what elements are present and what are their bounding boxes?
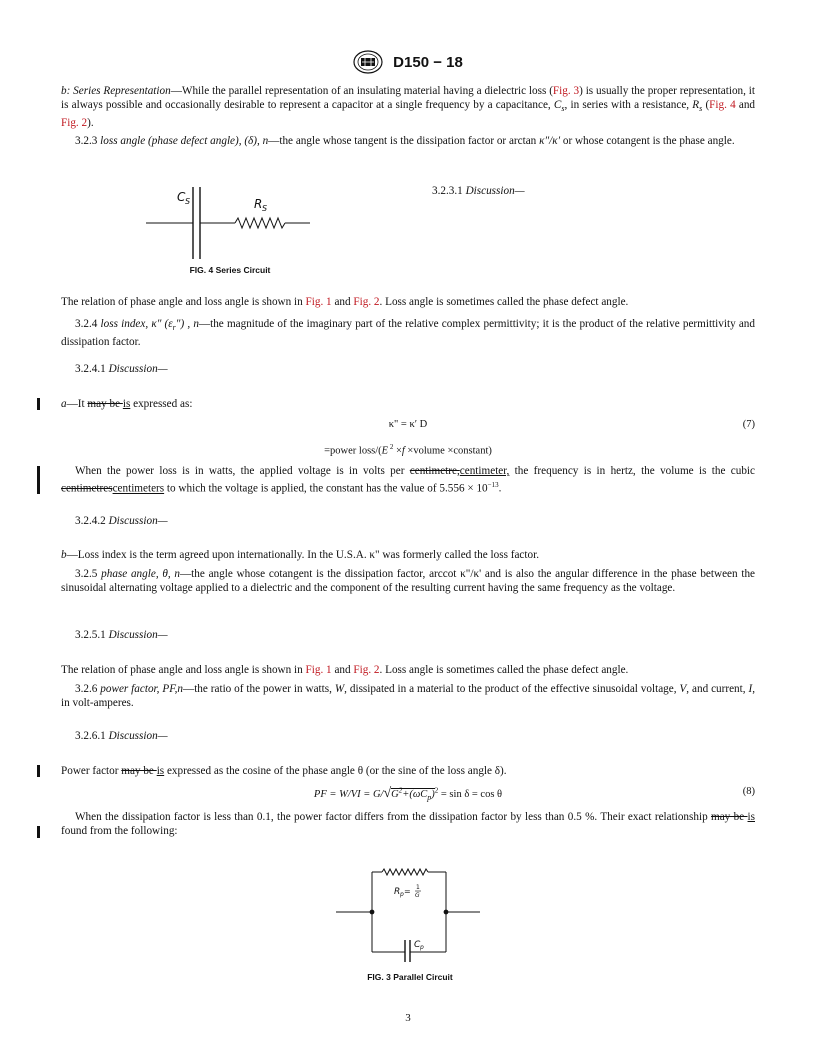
fig-3-parallel-circuit-diagram [330, 860, 490, 964]
definition-3-2-5: 3.2.5 phase angle, θ, n—the angle whose cotangent is the dissipation factor, arccot κ"/κ' and is also the angular difference in the phase between the sinusoidal alternating voltage applied to a dielectric and the component of the resulting current having the same frequency as the voltage. [61, 568, 756, 595]
discussion-3-2-6-1: 3.2.6.1 Discussion— [75, 730, 168, 742]
change-bar [37, 765, 40, 777]
resistor-rs-label: R [254, 197, 263, 211]
svg-text:p: p [400, 891, 404, 898]
capacitor-cp-label: C [414, 940, 421, 950]
link-fig-3[interactable]: Fig. 3 [552, 85, 580, 97]
paragraph-b-loss-index: b—Loss index is the term agreed upon internationally. In the U.S.A. κ" was formerly called the loss factor. [61, 549, 539, 561]
resistor-rp-label: R [394, 887, 401, 897]
paragraph-relation-2: The relation of phase angle and loss angle is shown in Fig. 1 and Fig. 2. Loss angle is sometimes called the phase defect angle. [61, 664, 629, 676]
fig-4-caption: FIG. 4 Series Circuit [189, 265, 271, 275]
equation-number-8: (8) [742, 786, 755, 797]
discussion-3-2-4-1: 3.2.4.1 Discussion— [75, 363, 168, 375]
discussion-3-2-5-1: 3.2.5.1 Discussion— [75, 629, 168, 641]
link-fig-1[interactable]: Fig. 1 [305, 296, 332, 308]
link-fig-4[interactable]: Fig. 4 [709, 99, 736, 112]
fig-4-series-circuit-diagram [140, 183, 320, 263]
paragraph-series-representation: b: Series Representation—While the parallel representation of an insulating material having a dielectric loss (Fig. 3) is usually the proper representation, it is always possible and occasionally desirable to represent a capacitor at a single frequency by a capacitance, $C_s$, in series with a resistance, $R_s$ (Fig. 4 and Fig. 2). [61, 85, 756, 130]
svg-text:G: G [415, 892, 420, 899]
paragraph-relation-1: The relation of phase angle and loss angle is shown in Fig. 1 and Fig. 2. Loss angle is sometimes called the phase defect angle. [61, 296, 629, 308]
page-number: 3 [405, 1012, 411, 1024]
svg-text:S: S [185, 197, 191, 206]
link-fig-1[interactable]: Fig. 1 [305, 664, 332, 676]
equation-8: PF = $W/VI = G/√G^2+(\omega C_p)^2 = \sin \delta = \cos \theta$ (8) [313, 786, 755, 803]
discussion-3-2-4-2: 3.2.4.2 Discussion— [75, 515, 168, 527]
svg-text:p: p [420, 944, 424, 951]
definition-3-2-4: 3.2.4 loss index, κ″ $(\varepsilon_r'')$ , n—the magnitude of the imaginary part of the relative complex permittivity; it is the product of the relative permittivity and dissipation factor. [61, 318, 755, 349]
equation-number-7: (7) [742, 419, 755, 430]
link-fig-2[interactable]: Fig. 2 [61, 117, 88, 130]
astm-logo-icon [353, 50, 383, 74]
change-bar [37, 466, 40, 494]
paragraph-a-expressed: a—It may be is expressed as: [61, 398, 193, 410]
svg-text:=: = [404, 887, 411, 896]
link-fig-2[interactable]: Fig. 2 [353, 296, 380, 308]
paragraph-dissipation-factor: When the dissipation factor is less than 0.1, the power factor differs from the dissipation factor by less than 0.5 %. Their exact relationship may be is found from the following: [61, 811, 755, 838]
equation-7: κ" = κ′ D (7) [388, 419, 755, 430]
paragraph-power-loss-units: When the power loss is in watts, the applied voltage is in volts per centimetre,centimeter, the frequency is in hertz, the volume is the cubic centimetrescentimeters to which the voltage is applied, the constant has the value of $5.556 \times 10^{-13}$. [61, 465, 755, 495]
change-bar [37, 398, 40, 410]
discussion-3-2-3-1: 3.2.3.1 Discussion— [432, 185, 525, 197]
change-bar [37, 826, 40, 838]
definition-3-2-6: 3.2.6 power factor, PF,n—the ratio of the power in watts, W, dissipated in a material to the product of the effective sinusoidal voltage, V, and current, I, in volt-amperes. [61, 683, 755, 710]
document-id: D150 − 18 [393, 53, 463, 71]
definition-3-2-3: 3.2.3 loss angle (phase defect angle), (δ), n—the angle whose tangent is the dissipation factor or arctan κ″/κ′ or whose cotangent is the phase angle. [75, 135, 735, 147]
capacitor-cs-label: C [177, 190, 186, 204]
paragraph-power-factor: Power factor may be is expressed as the cosine of the phase angle θ (or the sine of the loss angle δ). [61, 765, 507, 777]
svg-text:1: 1 [416, 884, 420, 891]
equation-7-continued: =power loss/(E $^2$ ×f ×volume ×constant) [324, 443, 492, 457]
page-header [0, 50, 816, 74]
fig-3-caption: FIG. 3 Parallel Circuit [367, 972, 453, 982]
svg-text:S: S [262, 204, 268, 213]
link-fig-2[interactable]: Fig. 2 [353, 664, 380, 676]
